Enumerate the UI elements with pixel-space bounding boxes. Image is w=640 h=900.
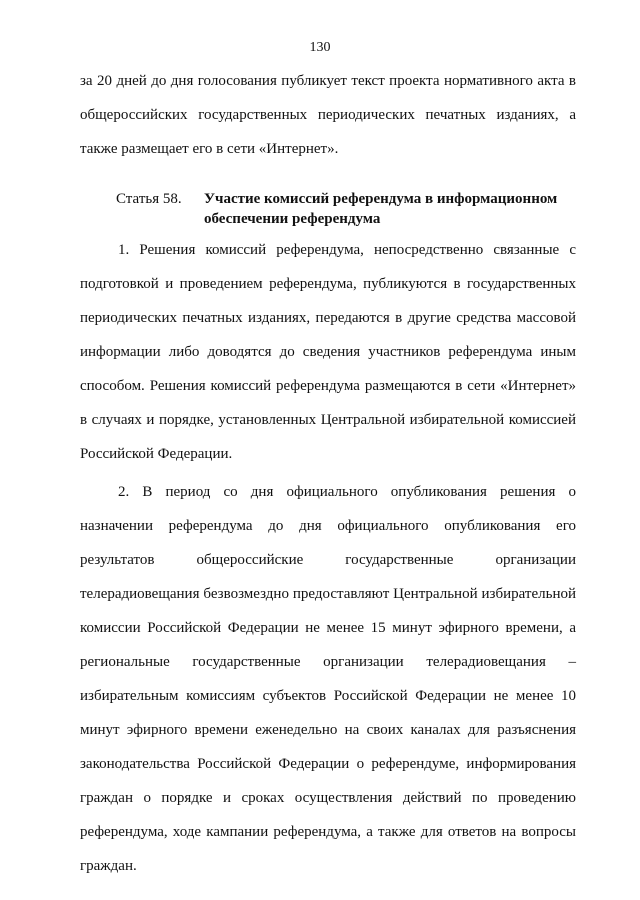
page-number: 130 [309, 40, 331, 55]
article-title: Участие комиссий референдума в информационном обеспечении референдума [204, 191, 558, 227]
paragraph-1: 1. Решения комиссий референдума, непосредственно связанные с подготовкой и проведением референдума, публикуются в государственных периодических печатных изданиях, передаются в другие средства массовой информации либо доводятся до сведения участников референдума иным способом. Решения комиссий референдума размещаются в сети «Интернет» в случаях и порядке, установленных Центральной избирательной комиссией Российской Федерации. [80, 242, 576, 462]
article-number: Статья 58. [116, 191, 182, 207]
paragraph-2: 2. В период со дня официального опубликования решения о назначении референдума до дня официального опубликования его результатов общероссийские государственные организации телерадиовещания безвозмездно предоставляют Центральной избирательной комиссии Российской Федерации не менее 15 минут эфирного времени, а региональные государственные организации телерадиовещания – избирательным комиссиям субъектов Российской Федерации не менее 10 минут эфирного времени еженедельно на своих каналах для разъяснения законодательства Российской Федерации о референдуме, информирования граждан о порядке и сроках осуществления действий по проведению референдума, ходе кампании референдума, а также для ответов на вопросы граждан. [80, 484, 576, 874]
intro-paragraph: за 20 дней до дня голосования публикует текст проекта нормативного акта в общероссийских государственных периодических печатных изданиях, а также размещает его в сети «Интернет». [80, 73, 576, 157]
